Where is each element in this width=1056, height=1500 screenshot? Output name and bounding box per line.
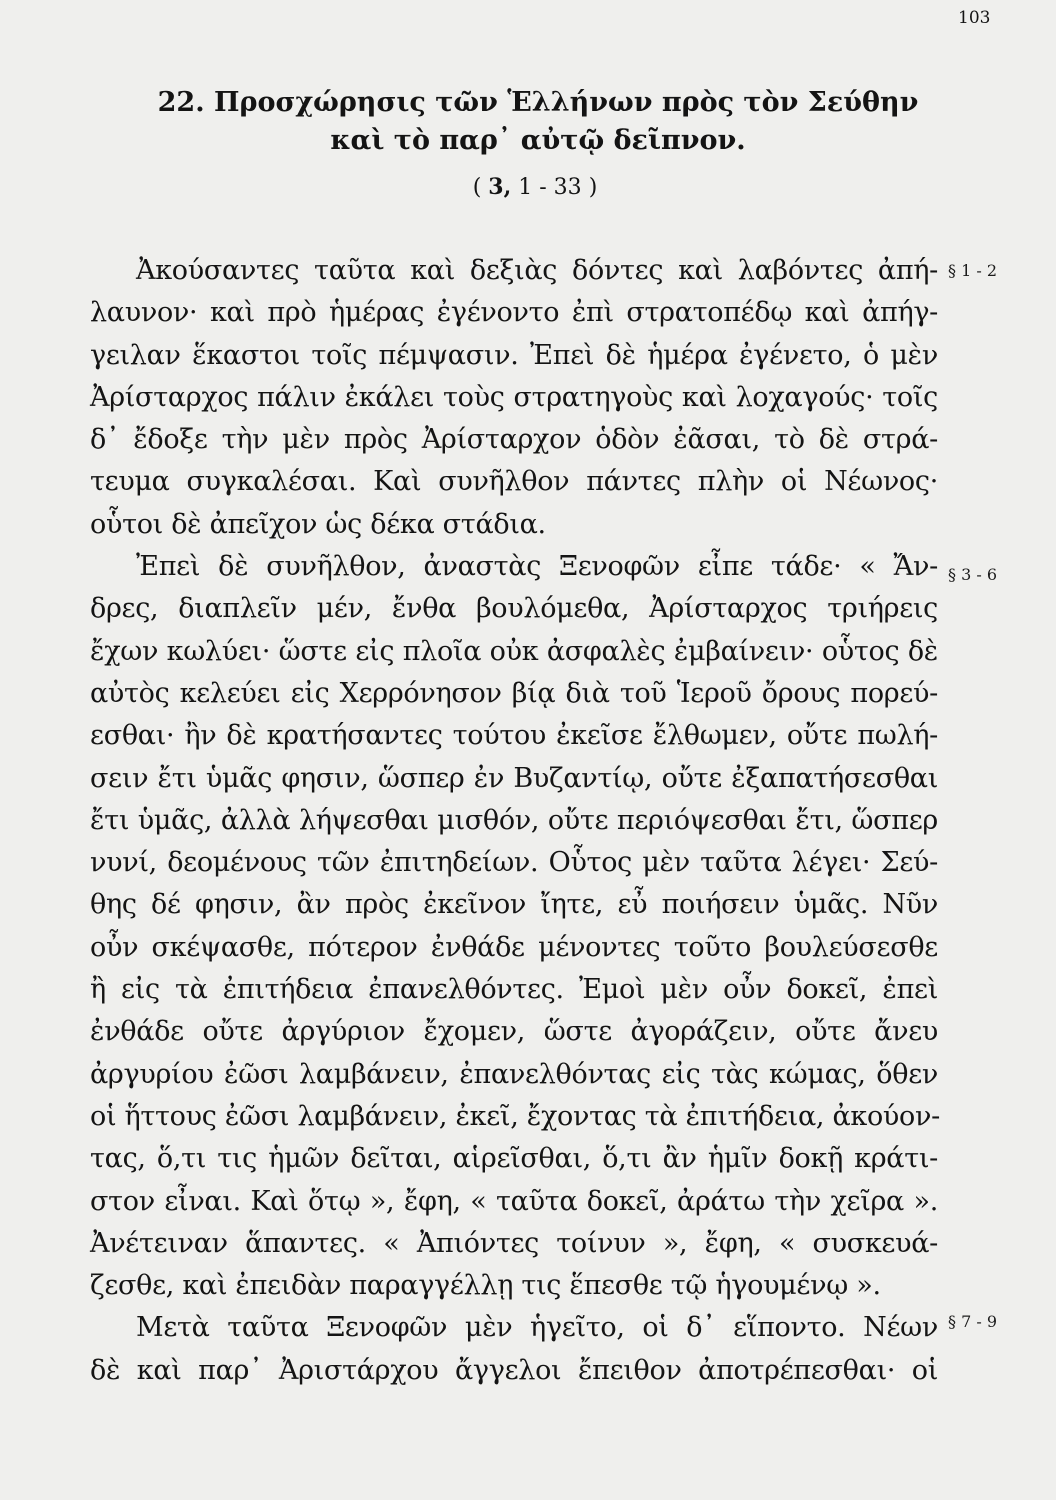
ref-open-paren: ( [472, 175, 482, 200]
text-line: δρες, διαπλεῖν μέν, ἔνθα βουλόμεθα, Ἀρίσταρχος τριήρεις [90, 593, 938, 625]
text-line: ἢ εἰς τὰ ἐπιτήδεια ἐπανελθόντες. Ἐμοὶ μὲν οὖν δοκεῖ, ἐπεὶ [90, 974, 938, 1006]
text-line: Ἀκούσαντες ταῦτα καὶ δεξιὰς δόντες καὶ λαβόντες ἀπή- [136, 255, 938, 286]
text-line: οἱ ἥττους ἐῶσι λαμβάνειν, ἐκεῖ, ἔχοντας τὰ ἐπιτήδεια, ἀκούον- [90, 1100, 940, 1132]
text-line: Ἐπεὶ δὲ συνῆλθον, ἀναστὰς Ξενοφῶν εἶπε τάδε· « Ἄν- [136, 551, 938, 583]
heading-number: 22. [157, 87, 205, 118]
margin-section-ref: § 1 - 2 [948, 261, 998, 280]
text-line: ἔτι ὑμᾶς, ἀλλὰ λήψεσθαι μισθόν, οὔτε περιόψεσθαι ἔτι, ὥσπερ [90, 804, 938, 836]
page-number: 103 [958, 8, 991, 28]
text-line: Μετὰ ταῦτα Ξενοφῶν μὲν ἡγεῖτο, οἱ δ᾽ εἵποντο. Νέων [136, 1312, 938, 1344]
heading-line-1 [0, 84, 1056, 122]
text-line: δὲ καὶ παρ᾽ Ἀριστάρχου ἄγγελοι ἔπειθον ἀποτρέπεσθαι· οἱ [90, 1354, 938, 1386]
heading-title-part-1: Προσχώρησις τῶν Ἑλλήνων πρὸς τὸν Σεύθην [214, 87, 919, 118]
margin-section-ref: § 3 - 6 [948, 565, 998, 584]
text-line: νυνί, δεομένους τῶν ἐπιτηδείων. Οὗτος μὲν ταῦτα λέγει· Σεύ- [90, 847, 938, 879]
text-line: θης δέ φησιν, ἂν πρὸς ἐκεῖνον ἴητε, εὖ ποιήσειν ὑμᾶς. Νῦν [90, 889, 938, 921]
text-line: ἀργυρίου ἐῶσι λαμβάνειν, ἐπανελθόντας εἰς τὰς κώμας, ὅθεν [90, 1058, 938, 1090]
heading-line-2: καὶ τὸ παρ᾽ αὐτῷ δεῖπνον. [330, 125, 746, 156]
ref-close-paren: ) [588, 175, 598, 200]
text-line: λαυνον· καὶ πρὸ ἡμέρας ἐγένοντο ἐπὶ στρατοπέδῳ καὶ ἀπήγ- [90, 297, 938, 329]
text-line: οὗτοι δὲ ἀπεῖχον ὡς δέκα στάδια. [90, 508, 546, 540]
text-line: Ἀνέτειναν ἅπαντες. « Ἀπιόντες τοίνυν », ἔφη, « συσκευά- [90, 1227, 938, 1259]
ref-chapter: 3, [488, 174, 512, 200]
text-line: αὐτὸς κελεύει εἰς Χερρόνησον βίᾳ διὰ τοῦ Ἱεροῦ ὄρους πορεύ- [90, 677, 938, 709]
text-line: τας, ὅ,τι τις ἡμῶν δεῖται, αἱρεῖσθαι, ὅ,τι ἂν ἡμῖν δοκῇ κράτι- [90, 1143, 938, 1175]
text-line: Ἀρίσταρχος πάλιν ἐκάλει τοὺς στρατηγοὺς καὶ λοχαγούς· τοῖς [90, 381, 938, 413]
section-reference [0, 174, 1056, 200]
text-line: ἔχων κωλύει· ὥστε εἰς πλοῖα οὐκ ἀσφαλὲς ἐμβαίνειν· οὗτος δὲ [90, 635, 938, 667]
margin-section-ref: § 7 - 9 [948, 1312, 998, 1331]
text-line: δ᾽ ἔδοξε τὴν μὲν πρὸς Ἀρίσταρχον ὁδὸν ἐᾶσαι, τὸ δὲ στρά- [90, 424, 938, 456]
ref-range: 1 - 33 [518, 175, 582, 200]
body-text [90, 250, 938, 1392]
text-line: στον εἶναι. Καὶ ὅτῳ », ἔφη, « ταῦτα δοκεῖ, ἀράτω τὴν χεῖρα ». [90, 1185, 938, 1217]
text-line: σειν ἔτι ὑμᾶς φησιν, ὥσπερ ἐν Βυζαντίῳ, οὔτε ἐξαπατήσεσθαι [90, 762, 938, 794]
text-line: ἐνθάδε οὔτε ἀργύριον ἔχομεν, ὥστε ἀγοράζειν, οὔτε ἄνευ [90, 1016, 938, 1048]
chapter-heading [0, 84, 1056, 160]
text-line: ζεσθε, καὶ ἐπειδὰν παραγγέλλῃ τις ἕπεσθε τῷ ἡγουμένῳ ». [90, 1270, 881, 1302]
text-line: τευμα συγκαλέσαι. Καὶ συνῆλθον πάντες πλὴν οἱ Νέωνος· [90, 466, 938, 498]
text-line: οὖν σκέψασθε, πότερον ἐνθάδε μένοντες τοῦτο βουλεύσεσθε [90, 931, 938, 963]
text-line: γειλαν ἕκαστοι τοῖς πέμψασιν. Ἐπεὶ δὲ ἡμέρα ἐγένετο, ὁ μὲν [90, 339, 938, 371]
text-line: εσθαι· ἢν δὲ κρατήσαντες τούτου ἐκεῖσε ἔλθωμεν, οὔτε πωλή- [90, 720, 938, 752]
